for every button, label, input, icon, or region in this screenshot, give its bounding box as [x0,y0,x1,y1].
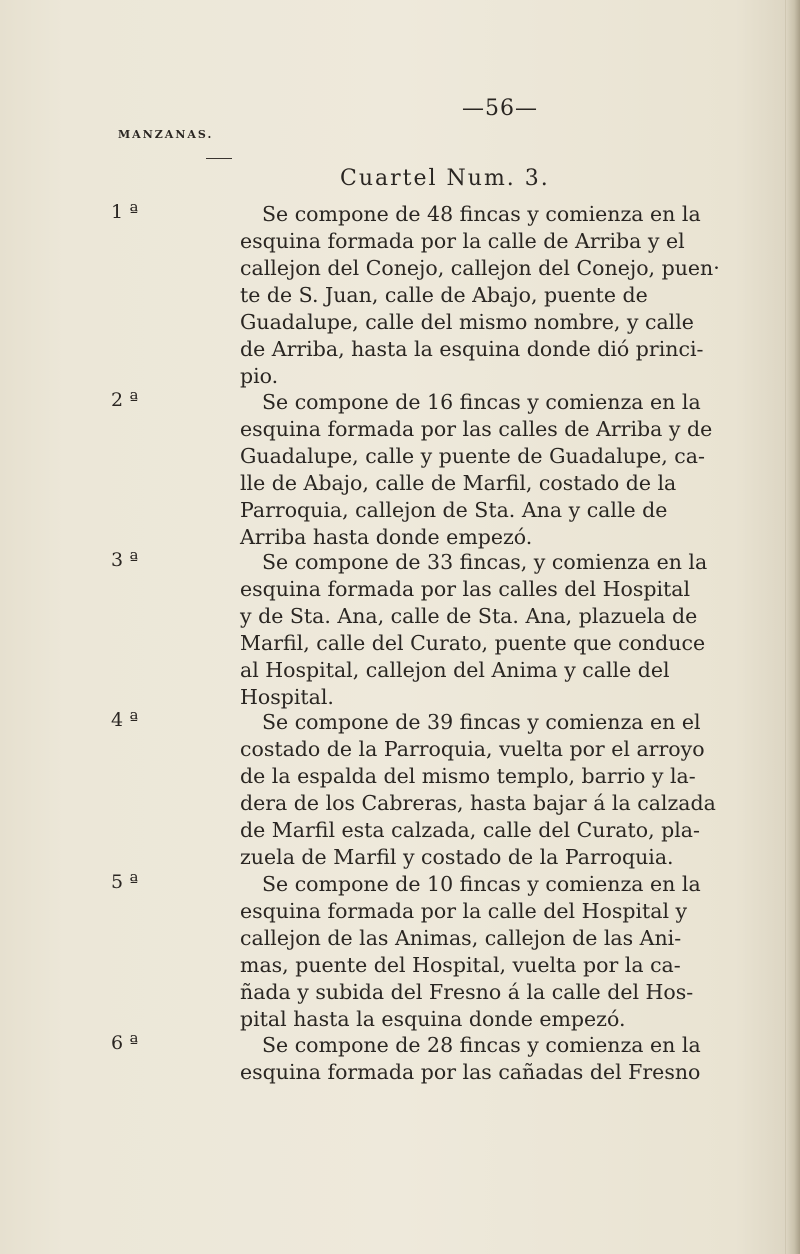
cuartel-title: Cuartel Num. 3. [340,166,550,191]
page-number: —56— [462,96,538,121]
entry-number: 3 ª [111,549,139,571]
entry-line: mas, puente del Hospital, vuelta por la ca- [240,953,681,977]
entry-line: esquina formada por las calles de Arriba y de [240,417,713,441]
entry-line: de Arriba, hasta la esquina donde dió princi- [240,337,704,361]
entry-line: esquina formada por las calles del Hospital [240,577,691,601]
entry-line: zuela de Marfil y costado de la Parroquia. [240,845,674,869]
entry-number: 6 ª [111,1032,139,1054]
entry-line: ñada y subida del Fresno á la calle del Hos- [240,980,694,1004]
entry-line: esquina formada por las cañadas del Fresno [240,1060,701,1084]
divider-rule [206,158,232,159]
section-label: MANZANAS. [118,128,214,141]
page-edge [785,0,800,1254]
entry-number: 5 ª [111,871,139,893]
entry-line: callejon del Conejo, callejon del Conejo, puen· [240,256,720,280]
entry-line: Se compone de 48 fincas y comienza en la [262,202,701,226]
entry-line: te de S. Juan, calle de Abajo, puente de [240,283,648,307]
entry-line: Parroquia, callejon de Sta. Ana y calle de [240,498,668,522]
entry-line: lle de Abajo, calle de Marfil, costado de la [240,471,677,495]
entry-line: Se compone de 16 fincas y comienza en la [262,390,701,414]
entry-line: Se compone de 10 fincas y comienza en la [262,872,701,896]
entry-line: de la espalda del mismo templo, barrio y la- [240,764,696,788]
entry-line: pital hasta la esquina donde empezó. [240,1007,626,1031]
entry-line: Se compone de 28 fincas y comienza en la [262,1033,701,1057]
entry-number: 2 ª [111,389,139,411]
entry-line: Se compone de 39 fincas y comienza en el [262,710,701,734]
entry-line: esquina formada por la calle del Hospital y [240,899,688,923]
entry-line: Guadalupe, calle del mismo nombre, y calle [240,310,694,334]
entry-line: al Hospital, callejon del Anima y calle del [240,658,670,682]
entry-line: Hospital. [240,685,334,709]
entry-line: de Marfil esta calzada, calle del Curato, pla- [240,818,700,842]
entry-line: esquina formada por la calle de Arriba y el [240,229,685,253]
entry-line: pio. [240,364,279,388]
entry-line: Arriba hasta donde empezó. [240,525,533,549]
entry-line: Se compone de 33 fincas, y comienza en la [262,550,708,574]
entry-number: 1 ª [111,201,139,223]
entry-line: callejon de las Animas, callejon de las Ani- [240,926,682,950]
entry-line: y de Sta. Ana, calle de Sta. Ana, plazuela de [240,604,698,628]
entry-number: 4 ª [111,709,139,731]
entry-line: Marfil, calle del Curato, puente que conduce [240,631,706,655]
entry-line: costado de la Parroquia, vuelta por el arroyo [240,737,705,761]
entry-line: Guadalupe, calle y puente de Guadalupe, ca- [240,444,705,468]
entry-line: dera de los Cabreras, hasta bajar á la calzada [240,791,716,815]
